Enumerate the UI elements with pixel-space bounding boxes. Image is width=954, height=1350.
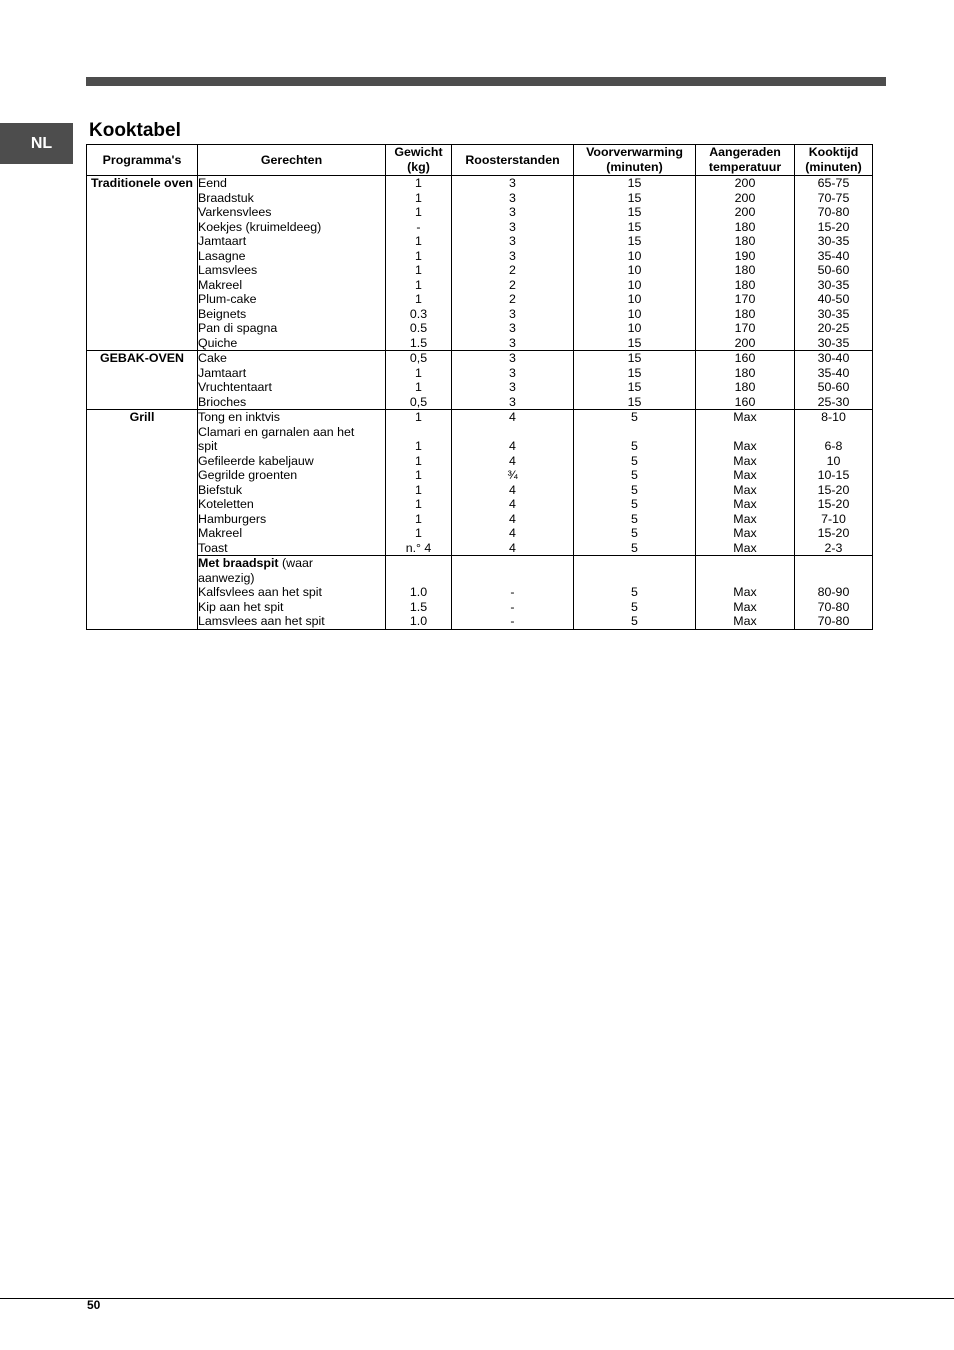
cell-line: 1 (415, 526, 422, 540)
cell-line: 160 (734, 351, 756, 365)
cell-line: Clamari en garnalen aan het (198, 424, 355, 439)
cell-line: 15 (627, 190, 642, 205)
cell-line: - (510, 585, 515, 599)
spit-heading-line2: aanwezig) (198, 570, 255, 585)
cell-line: 1 (415, 176, 422, 190)
cell-line: Gefileerde kabeljauw (198, 453, 314, 468)
cell-line: 4 (509, 453, 516, 468)
cell-line: 10 (627, 306, 642, 321)
blank-line (795, 425, 872, 440)
cell-line: 180 (734, 365, 756, 380)
cell-line: 30-40 (817, 351, 850, 365)
cell-line: 10 (627, 263, 642, 277)
cell-line: Kalfsvlees aan het spit (198, 585, 322, 599)
blank-line (696, 571, 794, 586)
cell-line: 3 (509, 321, 516, 335)
cell-line: 0,5 (409, 394, 428, 409)
cell-line: 7-10 (821, 511, 846, 526)
cell-line: 1.5 (409, 335, 428, 350)
cell-line: 1.5 (409, 599, 428, 614)
cell-line: 180 (734, 234, 756, 248)
cell-line: Lamsvlees (198, 263, 258, 277)
cell-line: Max (733, 526, 757, 540)
cell-line: 70-75 (817, 190, 850, 205)
cell-line: 5 (631, 540, 638, 555)
cell-line: 3 (509, 365, 516, 380)
cell-line: 3 (509, 335, 516, 350)
cell-line: 70-80 (817, 614, 850, 628)
cell-line: 50-60 (817, 263, 850, 277)
cell-line: 0,5 (409, 351, 428, 365)
cell-line: 5 (631, 439, 638, 453)
cell-line: Max (733, 468, 757, 482)
cell-line: Max (733, 439, 757, 453)
blank-line (795, 571, 872, 586)
cell-line: 15 (627, 351, 642, 365)
cell-line: 3 (509, 234, 516, 248)
cell-line: 10-15 (817, 468, 850, 482)
cell-line: 200 (734, 176, 756, 190)
col-header-gerechten: Gerechten (198, 145, 386, 176)
cell-line: 5 (631, 453, 638, 468)
cell-line: 1 (415, 277, 422, 292)
cell-line: 180 (734, 306, 756, 321)
cell-line: 200 (734, 190, 756, 205)
cell-line: 5 (631, 511, 638, 526)
cell-line: Kip aan het spit (198, 599, 284, 614)
cell-line: 1.0 (409, 585, 428, 599)
cell-line: 1 (415, 482, 422, 497)
section-braadspit (87, 556, 873, 630)
preheat-cell (574, 176, 696, 351)
dishes-cell (198, 351, 386, 410)
cell-line: 1 (415, 248, 422, 263)
cell-line: 8-10 (821, 410, 846, 424)
cell-line: Max (733, 599, 757, 614)
cell-line: 15 (627, 176, 642, 190)
cell-line: Toast (198, 540, 228, 555)
cell-line: 3 (509, 380, 516, 394)
cell-line: 1 (415, 190, 422, 205)
cooking-time-cell (795, 176, 873, 351)
cell-line: Hamburgers (198, 511, 267, 526)
blank-line (574, 556, 695, 571)
cell-line: Max (733, 585, 757, 599)
cell-line: 200 (734, 335, 756, 350)
temperature-cell (696, 556, 795, 630)
col-header-voorverwarming: Voorverwarming (minuten) (574, 145, 696, 176)
blank-line (574, 425, 695, 440)
col-header-gewicht: Gewicht (kg) (386, 145, 452, 176)
rack-cell (452, 410, 574, 556)
cell-line: 180 (734, 219, 756, 234)
cell-line: 15 (627, 234, 642, 248)
cell-line: 1 (415, 365, 422, 380)
cell-line: 2 (509, 292, 516, 306)
cell-line: 5 (631, 468, 638, 482)
weight-cell (386, 410, 452, 556)
cell-line: 1 (415, 468, 422, 482)
cooking-time-cell (795, 556, 873, 630)
cell-line: 4 (509, 497, 516, 511)
cell-line: Max (733, 410, 757, 424)
cell-line: 15 (627, 365, 642, 380)
cell-line: - (510, 614, 515, 628)
cell-line: 15-20 (817, 482, 850, 497)
spit-heading (198, 556, 385, 571)
cell-line: 1 (415, 380, 422, 394)
cell-line: 1 (415, 410, 422, 424)
cell-line: Eend (198, 176, 227, 190)
cell-line: 2 (509, 277, 516, 292)
rack-cell (452, 351, 574, 410)
preheat-cell (574, 410, 696, 556)
cell-line: 35-40 (817, 365, 850, 380)
blank-line (452, 425, 573, 440)
cell-line: Max (733, 453, 757, 468)
blank-line (696, 425, 794, 440)
cell-line: 10 (627, 277, 642, 292)
cooking-time-cell (795, 410, 873, 556)
cell-line: n.° 4 (405, 540, 432, 555)
cell-line: 160 (734, 394, 756, 409)
cell-line: Varkensvlees (198, 205, 272, 219)
cell-line: 50-60 (817, 380, 850, 394)
cell-line: Max (733, 540, 757, 555)
cell-line: 0.5 (409, 321, 428, 335)
page-title: Kooktabel (89, 120, 181, 141)
weight-cell (386, 351, 452, 410)
cell-line: 25-30 (817, 394, 850, 409)
cell-line: 1 (415, 439, 422, 453)
cell-line: 3 (509, 219, 516, 234)
cell-line: Pan di spagna (198, 321, 278, 335)
cell-line: - (510, 599, 515, 614)
blank-line (386, 425, 451, 440)
rack-cell (452, 176, 574, 351)
cell-line: 35-40 (817, 248, 850, 263)
cell-line: Koekjes (kruimeldeeg) (198, 219, 322, 234)
cell-line: 10 (826, 453, 841, 468)
blank-line (795, 556, 872, 571)
cell-line: 15-20 (817, 219, 850, 234)
cell-line: ¾ (507, 468, 518, 482)
cell-line: Max (733, 497, 757, 511)
col-header-roosterstanden: Roosterstanden (452, 145, 574, 176)
blank-line (386, 571, 451, 586)
cell-line: 5 (631, 599, 638, 614)
cell-line: 15 (627, 380, 642, 394)
blank-line (452, 571, 573, 586)
dishes-cell (198, 556, 386, 630)
cell-line: Lamsvlees aan het spit (198, 614, 325, 628)
cell-line: Gegrilde groenten (198, 468, 298, 482)
cell-line: 0.3 (409, 306, 428, 321)
program-traditionele: Traditionele oven (87, 176, 198, 351)
cell-line: 4 (509, 439, 516, 453)
cell-line: Plum-cake (198, 292, 257, 306)
footer-rule (0, 1298, 954, 1299)
cell-line: Koteletten (198, 497, 254, 511)
preheat-cell (574, 556, 696, 630)
weight-cell (386, 556, 452, 630)
cell-line: Makreel (198, 526, 243, 540)
cell-line: Vruchtentaart (198, 380, 272, 394)
blank-line (452, 556, 573, 571)
cell-line: 3 (509, 190, 516, 205)
cell-line: 65-75 (817, 176, 850, 190)
blank-line (574, 571, 695, 586)
cell-line: 20-25 (817, 321, 850, 335)
header-row (87, 145, 873, 176)
section-traditionele (87, 176, 873, 351)
cell-line: 6-8 (824, 439, 843, 453)
cell-line: 3 (509, 205, 516, 219)
page-number: 50 (87, 1298, 101, 1312)
section-gebak (87, 351, 873, 410)
cell-line: spit (198, 439, 218, 453)
dishes-cell (198, 176, 386, 351)
cell-line: 80-90 (817, 585, 850, 599)
cell-line: 30-35 (817, 335, 850, 350)
cell-line: 170 (734, 321, 756, 335)
cell-line: 170 (734, 292, 756, 306)
preheat-cell (574, 351, 696, 410)
language-tab (0, 123, 73, 164)
cell-line: 1 (415, 234, 422, 248)
cell-line: Max (733, 614, 757, 628)
cell-line: Jamtaart (198, 234, 247, 248)
cell-line: 10 (627, 292, 642, 306)
cell-line: Braadstuk (198, 190, 254, 205)
cell-line: 4 (509, 540, 516, 555)
cell-line: 15-20 (817, 526, 850, 540)
cell-line: 1 (415, 205, 422, 219)
cell-line: Max (733, 482, 757, 497)
cell-line: 3 (509, 351, 516, 365)
cell-line: 2 (509, 263, 516, 277)
cell-line: 70-80 (817, 205, 850, 219)
cell-line: 190 (734, 248, 756, 263)
cell-line: Cake (198, 351, 227, 365)
cell-line: 1 (415, 497, 422, 511)
cell-line: 1 (415, 511, 422, 526)
cell-line: Makreel (198, 277, 243, 292)
cell-line: 30-35 (817, 277, 850, 292)
cell-line: 4 (509, 511, 516, 526)
cell-line: Beignets (198, 306, 247, 321)
cell-line: Biefstuk (198, 482, 243, 497)
cell-line: 180 (734, 263, 756, 277)
cell-line: 3 (509, 394, 516, 409)
blank-line (696, 556, 794, 571)
spit-heading-rest: (waar (278, 556, 313, 570)
cell-line: 10 (627, 248, 642, 263)
cooking-table (86, 144, 873, 630)
cell-line: 5 (631, 482, 638, 497)
rack-cell (452, 556, 574, 630)
cell-line: 30-35 (817, 234, 850, 248)
cell-line: 15 (627, 219, 642, 234)
cell-line: 10 (627, 321, 642, 335)
cell-line: 70-80 (817, 599, 850, 614)
blank-line (386, 556, 451, 571)
temperature-cell (696, 176, 795, 351)
top-rule (86, 77, 886, 86)
cooking-time-cell (795, 351, 873, 410)
cell-line: 180 (734, 277, 756, 292)
cell-line: 15-20 (817, 497, 850, 511)
program-gebak-oven: GEBAK-OVEN (87, 351, 198, 410)
cell-line: 180 (734, 380, 756, 394)
cell-line: 30-35 (817, 306, 850, 321)
cell-line: Max (733, 511, 757, 526)
cell-line: 5 (631, 585, 638, 599)
cell-line: 3 (509, 176, 516, 190)
cell-line: 4 (509, 526, 516, 540)
weight-cell (386, 176, 452, 351)
cell-line: 1 (415, 292, 422, 306)
cell-line: 3 (509, 306, 516, 321)
cell-line: 40-50 (817, 292, 850, 306)
cell-line: 15 (627, 394, 642, 409)
section-grill (87, 410, 873, 556)
cell-line: 4 (509, 482, 516, 497)
cell-line: 200 (734, 205, 756, 219)
cell-line: 4 (509, 410, 516, 424)
col-header-temperatuur: Aangeraden temperatuur (696, 145, 795, 176)
language-code: NL (30, 134, 53, 152)
cell-line: 1.0 (409, 614, 428, 628)
cell-line: 1 (415, 453, 422, 468)
cell-line: 2-3 (824, 540, 843, 555)
cell-line: 15 (627, 335, 642, 350)
temperature-cell (696, 351, 795, 410)
cell-line: 3 (509, 248, 516, 263)
cell-line: Lasagne (198, 248, 246, 263)
cell-line: Jamtaart (198, 365, 247, 380)
cell-line: 15 (627, 205, 642, 219)
program-grill: Grill (87, 410, 198, 630)
cell-line: 1 (415, 263, 422, 277)
cell-line: Brioches (198, 394, 247, 409)
spit-heading-bold: Met braadspit (198, 556, 279, 570)
cell-line: 5 (631, 497, 638, 511)
cell-line: - (416, 219, 421, 234)
cell-line: 5 (631, 614, 638, 628)
cell-line: Tong en inktvis (198, 410, 280, 424)
cell-line: 5 (631, 410, 638, 424)
col-header-kooktijd: Kooktijd (minuten) (795, 145, 873, 176)
cell-line: Quiche (198, 335, 238, 350)
dishes-cell (198, 410, 386, 556)
cell-line: 5 (631, 526, 638, 540)
col-header-programma: Programma's (87, 145, 198, 176)
temperature-cell (696, 410, 795, 556)
